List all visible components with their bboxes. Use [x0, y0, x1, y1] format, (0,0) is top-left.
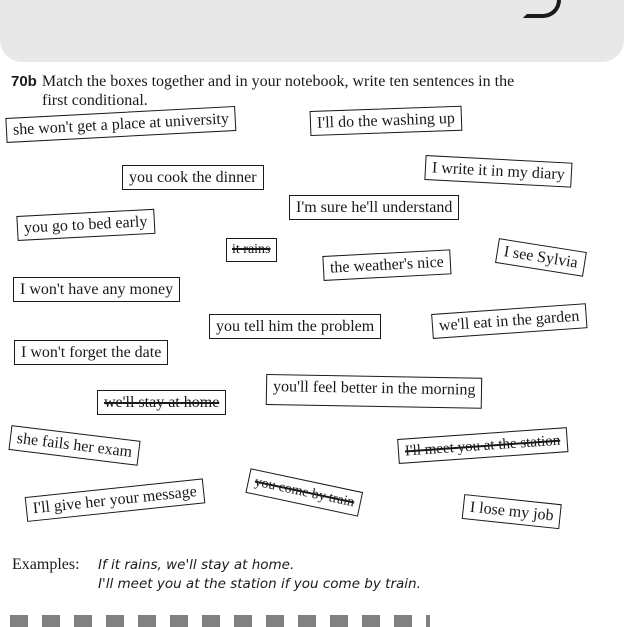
- phrase-box: you go to bed early: [16, 209, 155, 241]
- phrase-box: I won't forget the date: [14, 340, 168, 365]
- examples-section: [12, 555, 612, 594]
- example-sentence-2: I'll meet you at the station if you come by train.: [98, 576, 421, 592]
- exercise-number: 70b: [11, 73, 37, 90]
- exercise-instruction: [11, 72, 611, 110]
- example-sentence-1: If it rains, we'll stay at home.: [98, 557, 295, 573]
- phrase-box-crossed: we'll stay at home: [97, 390, 226, 415]
- title-letter-fragment: [523, 0, 561, 18]
- phrase-box: I'll do the washing up: [310, 106, 463, 136]
- phrase-box: you cook the dinner: [122, 165, 264, 190]
- examples-label: Examples:: [12, 556, 80, 573]
- header-band: [0, 0, 624, 62]
- phrase-box-crossed: it rains: [226, 238, 277, 262]
- phrase-box: I lose my job: [462, 494, 562, 529]
- phrase-box: I won't have any money: [13, 277, 180, 302]
- phrase-box: I'm sure he'll understand: [289, 195, 459, 220]
- phrase-box: I write it in my diary: [424, 155, 572, 188]
- phrase-box-crossed: you come by train: [245, 468, 363, 516]
- phrase-box: we'll eat in the garden: [431, 303, 587, 339]
- phrase-box: I'll give her your message: [25, 478, 205, 522]
- phrase-box: I see Sylvia: [495, 238, 586, 277]
- phrase-box: the weather's nice: [322, 249, 451, 281]
- instruction-line-1: Match the boxes together and in your notebook, write ten sentences in the: [41, 73, 515, 90]
- phrase-box: you tell him the problem: [209, 314, 381, 339]
- phrase-box: she fails her exam: [8, 425, 140, 466]
- next-exercise-cut-off: [10, 615, 430, 627]
- phrase-box: you'll feel better in the morning: [266, 374, 483, 409]
- phrase-box: she won't get a place at university: [5, 106, 236, 143]
- instruction-line-2: first conditional.: [42, 92, 148, 109]
- phrase-box-crossed: I'll meet you at the station: [397, 427, 568, 464]
